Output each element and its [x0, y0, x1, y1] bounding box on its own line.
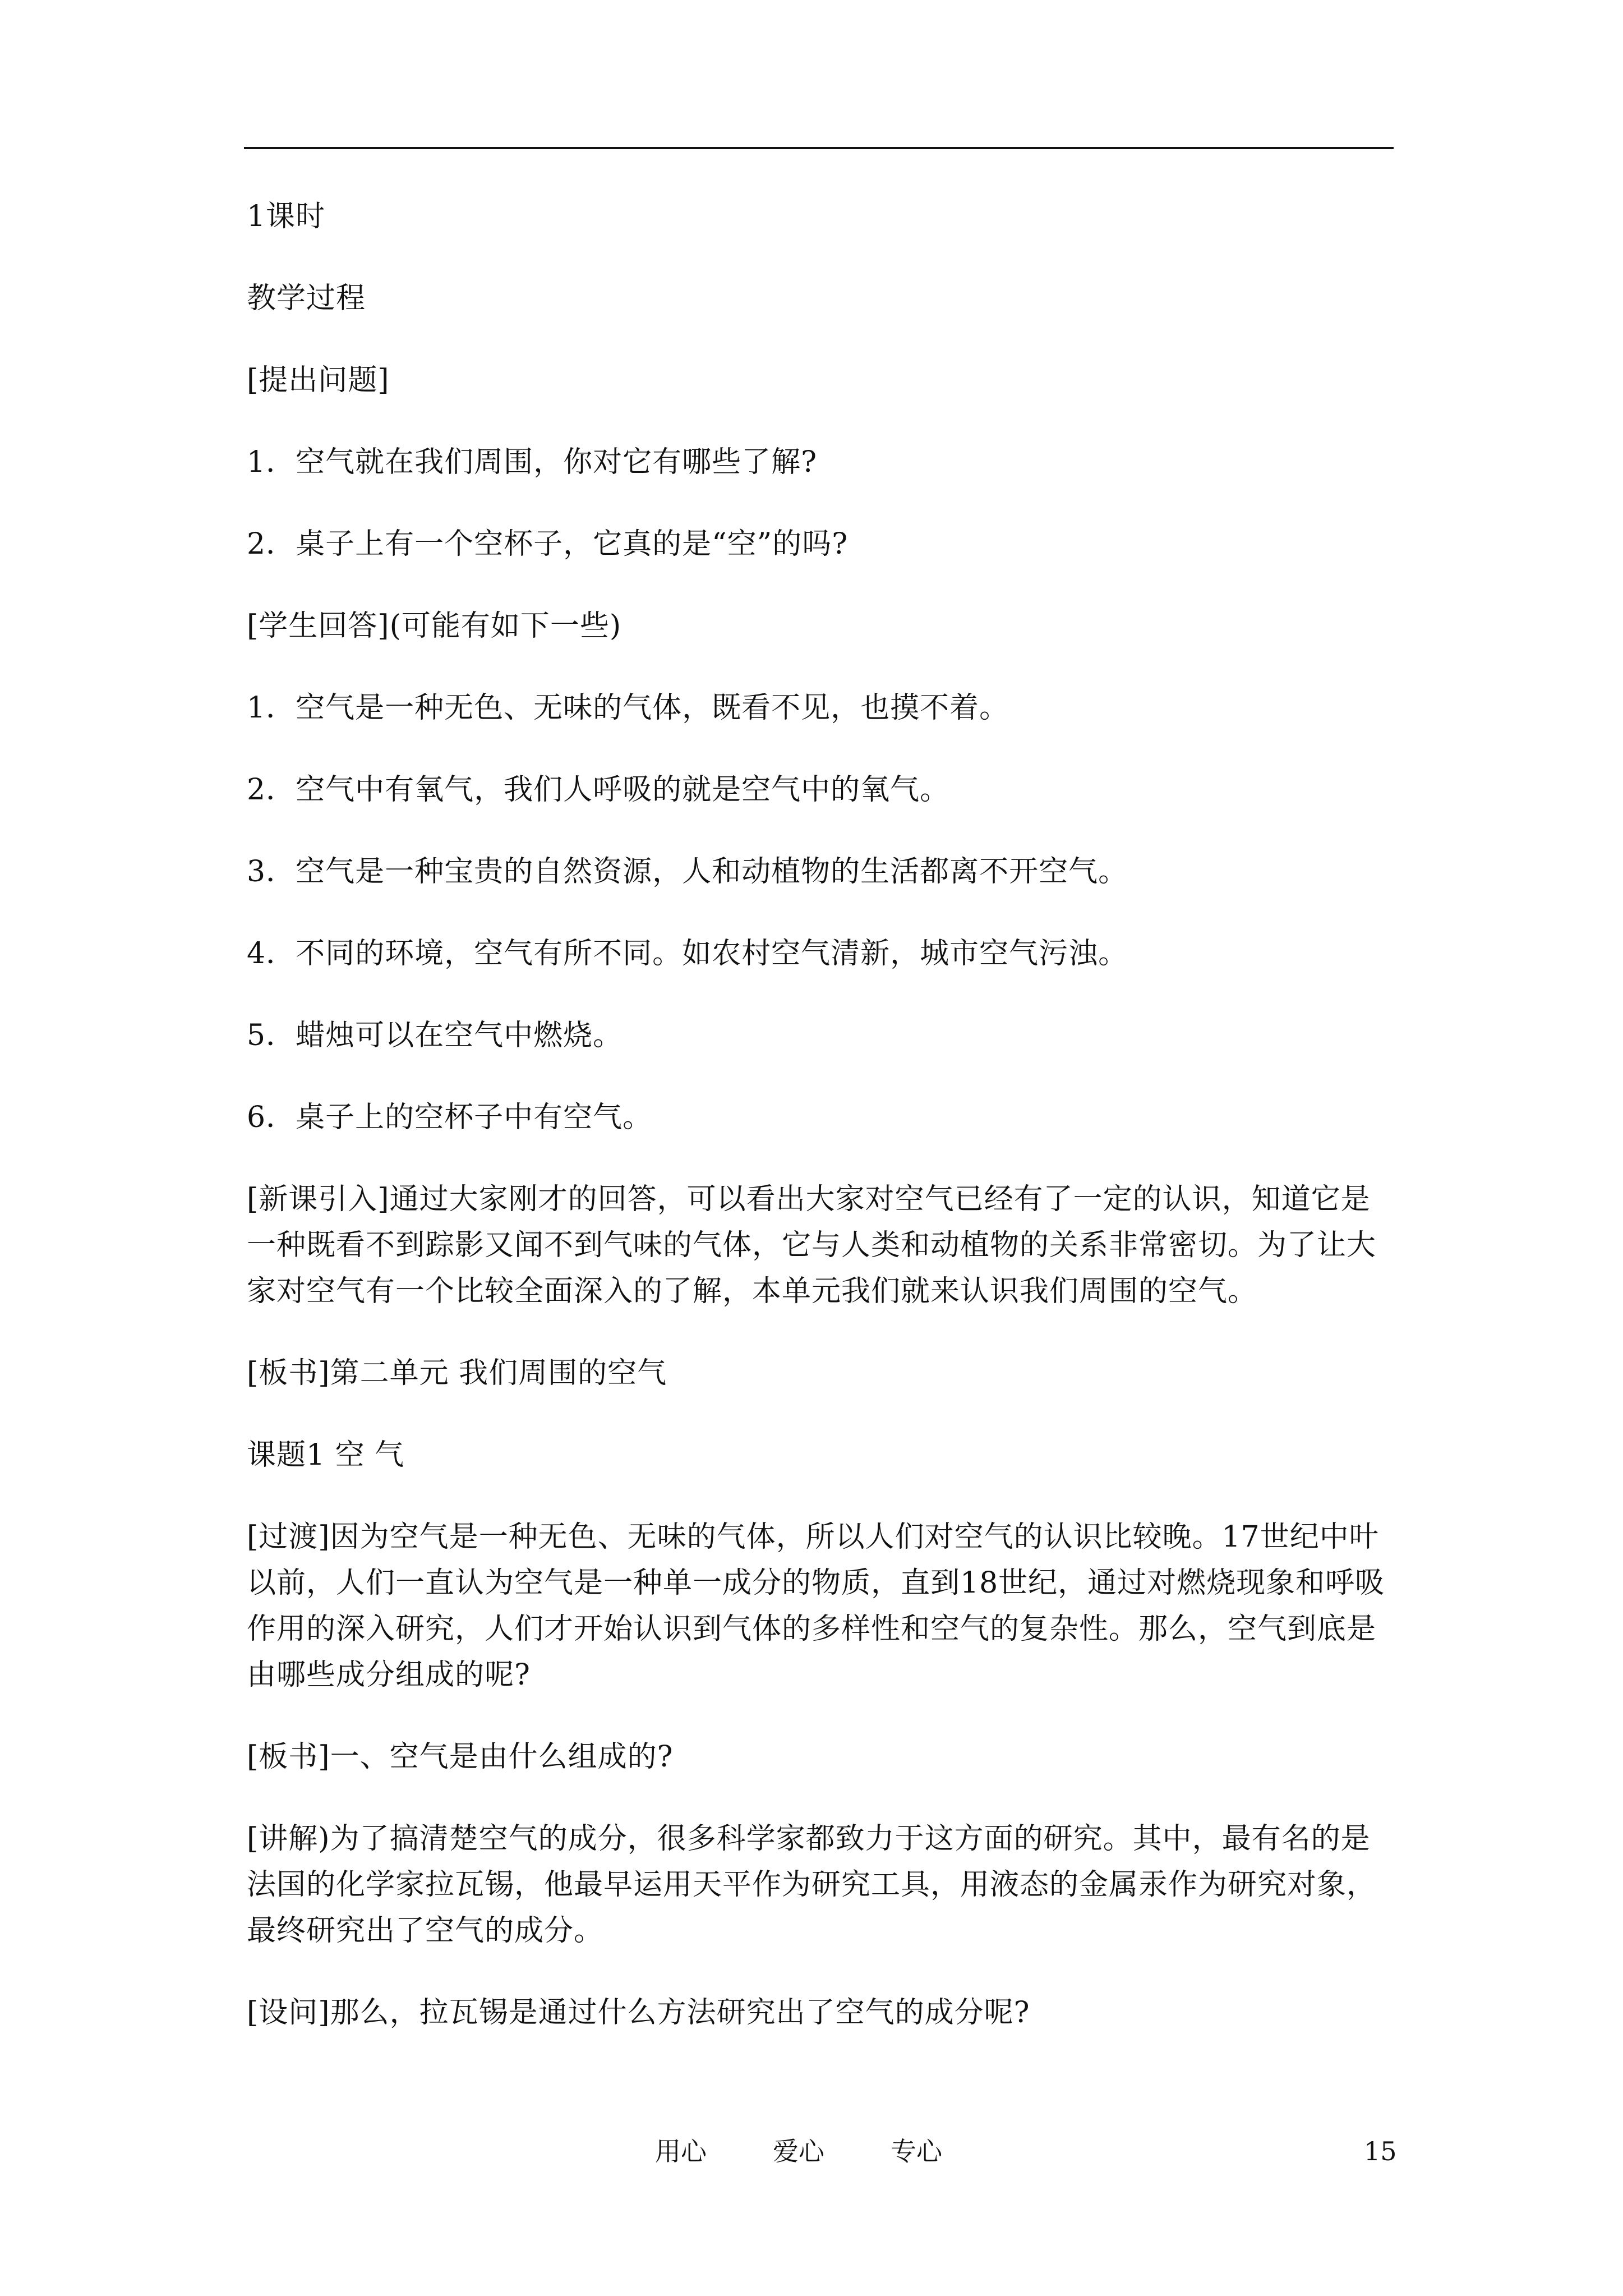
paragraph-answer-3: 3．空气是一种宝贵的自然资源，人和动植物的生活都离不开空气。	[247, 855, 1128, 889]
paragraph-answer-1: 1．空气是一种无色、无味的气体，既看不见，也摸不着。	[247, 691, 1009, 725]
page-footer	[0, 2132, 1623, 2171]
page-number: 15	[1364, 2136, 1397, 2166]
paragraph-explanation: [讲解)为了搞清楚空气的成分，很多科学家都致力于这方面的研究。其中，最有名的是法国的化学家拉瓦锡，他最早运用天平作为研究工具，用液态的金属汞作为研究对象，最终研究出了空气的成分。	[247, 1822, 1377, 1948]
paragraph-answer-2: 2．空气中有氧气，我们人呼吸的就是空气中的氧气。	[247, 773, 950, 807]
footer-motto-item: 用心	[655, 2136, 707, 2166]
paragraph-lesson-title: 课题1 空 气	[247, 1438, 405, 1472]
paragraph-new-lesson-intro: [新课引入]通过大家刚才的回答，可以看出大家对空气已经有了一定的认识，知道它是一种既看不到踪影又闻不到气味的气体，它与人类和动植物的关系非常密切。为了让大家对空气有一个比较全面深入的了解，本单元我们就来认识我们周围的空气。	[247, 1182, 1377, 1308]
paragraph-answer-5: 5．蜡烛可以在空气中燃烧。	[247, 1019, 623, 1052]
paragraph-board-unit-title: [板书]第二单元 我们周围的空气	[247, 1356, 667, 1390]
paragraph-transition: [过渡]因为空气是一种无色、无味的气体，所以人们对空气的认识比较晚。17世纪中叶以前，人们一直认为空气是一种单一成分的物质，直到18世纪，通过对燃烧现象和呼吸作用的深入研究，人们才开始认识到气体的多样性和空气的复杂性。那么，空气到底是由哪些成分组成的呢?	[247, 1520, 1385, 1692]
paragraph-question-2: 2．桌子上有一个空杯子，它真的是“空”的吗?	[247, 527, 849, 561]
paragraph-answer-4: 4．不同的环境，空气有所不同。如农村空气清新，城市空气污浊。	[247, 937, 1128, 970]
footer-motto-item: 爱心	[773, 2136, 824, 2166]
header-rule	[244, 147, 1394, 149]
paragraph-student-answer: [学生回答](可能有如下一些)	[247, 609, 622, 643]
paragraph-board-question: [板书]一、空气是由什么组成的?	[247, 1740, 674, 1774]
footer-motto-item: 专心	[891, 2136, 942, 2166]
paragraph-question-1: 1．空气就在我们周围，你对它有哪些了解?	[247, 445, 817, 479]
paragraph-class-hours: 1课时	[247, 200, 326, 233]
document-body	[247, 194, 1394, 2072]
paragraph-raise-question: [提出问题]	[247, 364, 390, 397]
paragraph-teaching-process: 教学过程	[247, 282, 366, 315]
paragraph-answer-6: 6．桌子上的空杯子中有空气。	[247, 1101, 653, 1134]
footer-motto	[655, 2132, 942, 2171]
paragraph-set-question: [设问]那么，拉瓦锡是通过什么方法研究出了空气的成分呢?	[247, 1996, 1030, 2030]
